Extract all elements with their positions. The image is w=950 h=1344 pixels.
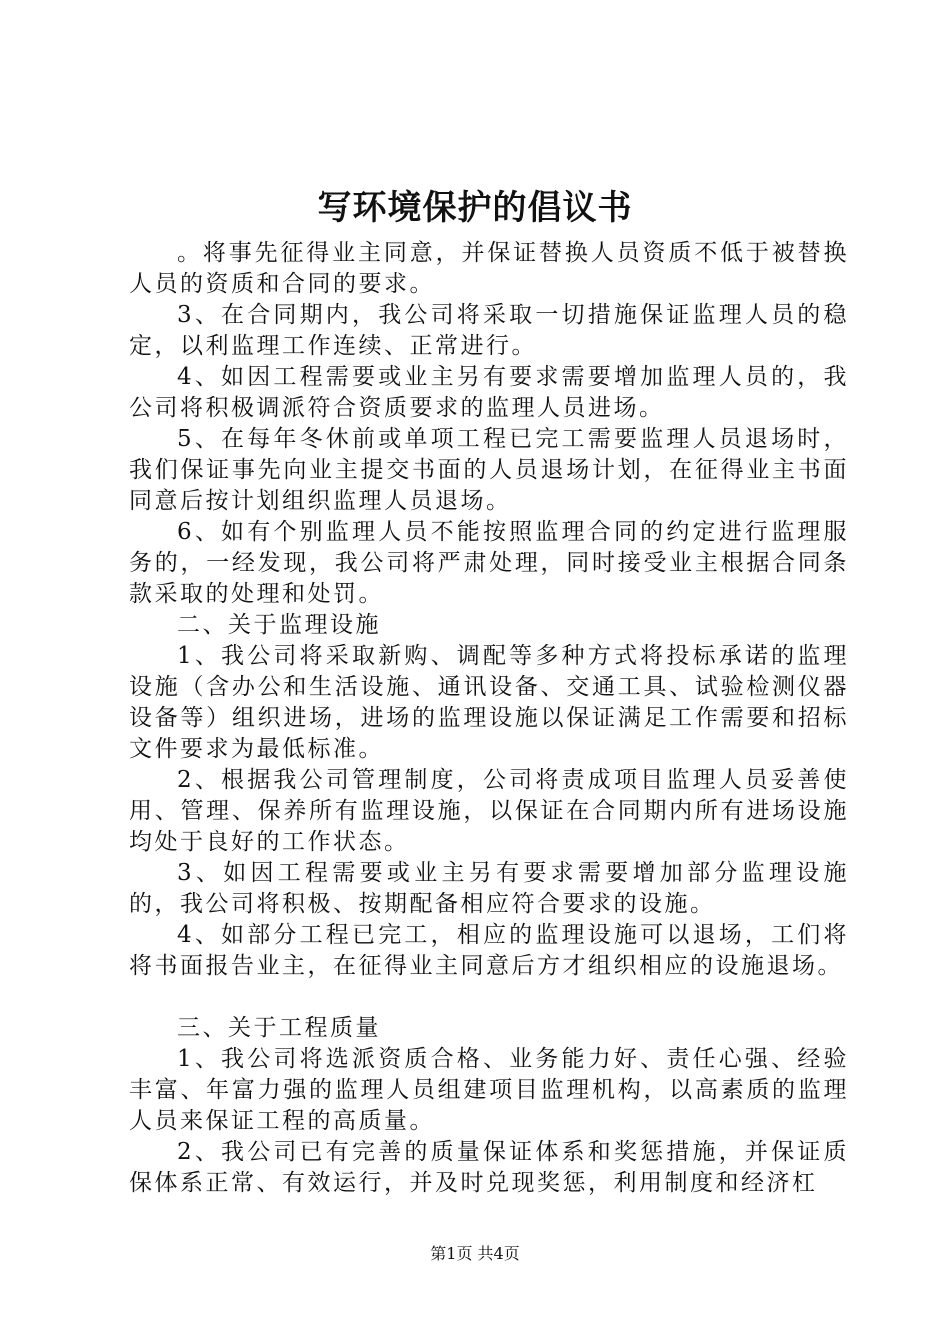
paragraph: 1、我公司将采取新购、调配等多种方式将投标承诺的监理设施（含办公和生活设施、通讯设备、交通工具、试验检测仪器设备等）组织进场，进场的监理设施以保证满足工作需要和招标文件要求为最低标准。 bbox=[129, 643, 849, 762]
paragraph: 1、我公司将选派资质合格、业务能力好、责任心强、经验丰富、年富力强的监理人员组建项目监理机构，以高素质的监理人员来保证工程的高质量。 bbox=[129, 1046, 849, 1134]
paragraph: 4、如因工程需要或业主另有要求需要增加监理人员的，我公司将积极调派符合资质要求的监理人员进场。 bbox=[129, 364, 849, 421]
paragraph: 6、如有个别监理人员不能按照监理合同的约定进行监理服务的，一经发现，我公司将严肃处理，同时接受业主根据合同条款采取的处理和处罚。 bbox=[129, 519, 849, 607]
paragraph: 2、根据我公司管理制度，公司将责成项目监理人员妥善使用、管理、保养所有监理设施，以保证在合同期内所有进场设施均处于良好的工作状态。 bbox=[129, 767, 849, 855]
section-heading: 二、关于监理设施 bbox=[177, 612, 381, 638]
document-body bbox=[129, 238, 849, 1199]
paragraph: 2、我公司已有完善的质量保证体系和奖惩措施，并保证质保体系正常、有效运行，并及时兑现奖惩，利用制度和经济杠 bbox=[129, 1139, 849, 1196]
paragraph: 3、如因工程需要或业主另有要求需要增加部分监理设施的，我公司将积极、按期配备相应符合要求的设施。 bbox=[129, 860, 849, 917]
paragraph: 4、如部分工程已完工，相应的监理设施可以退场，工们将将书面报告业主，在征得业主同意后方才组织相应的设施退场。 bbox=[129, 922, 849, 979]
paragraph: 。将事先征得业主同意，并保证替换人员资质不低于被替换人员的资质和合同的要求。 bbox=[129, 240, 849, 297]
document-title: 写环境保护的倡议书 bbox=[317, 188, 633, 228]
section-heading: 三、关于工程质量 bbox=[177, 1015, 381, 1041]
paragraph-gap bbox=[129, 982, 849, 1013]
paragraph: 3、在合同期内，我公司将采取一切措施保证监理人员的稳定，以利监理工作连续、正常进行。 bbox=[129, 302, 849, 359]
paragraph: 5、在每年冬休前或单项工程已完工需要监理人员退场时，我们保证事先向业主提交书面的人员退场计划，在征得业主书面同意后按计划组织监理人员退场。 bbox=[129, 426, 849, 514]
page-number-footer: 第1页 共4页 bbox=[430, 1244, 520, 1263]
